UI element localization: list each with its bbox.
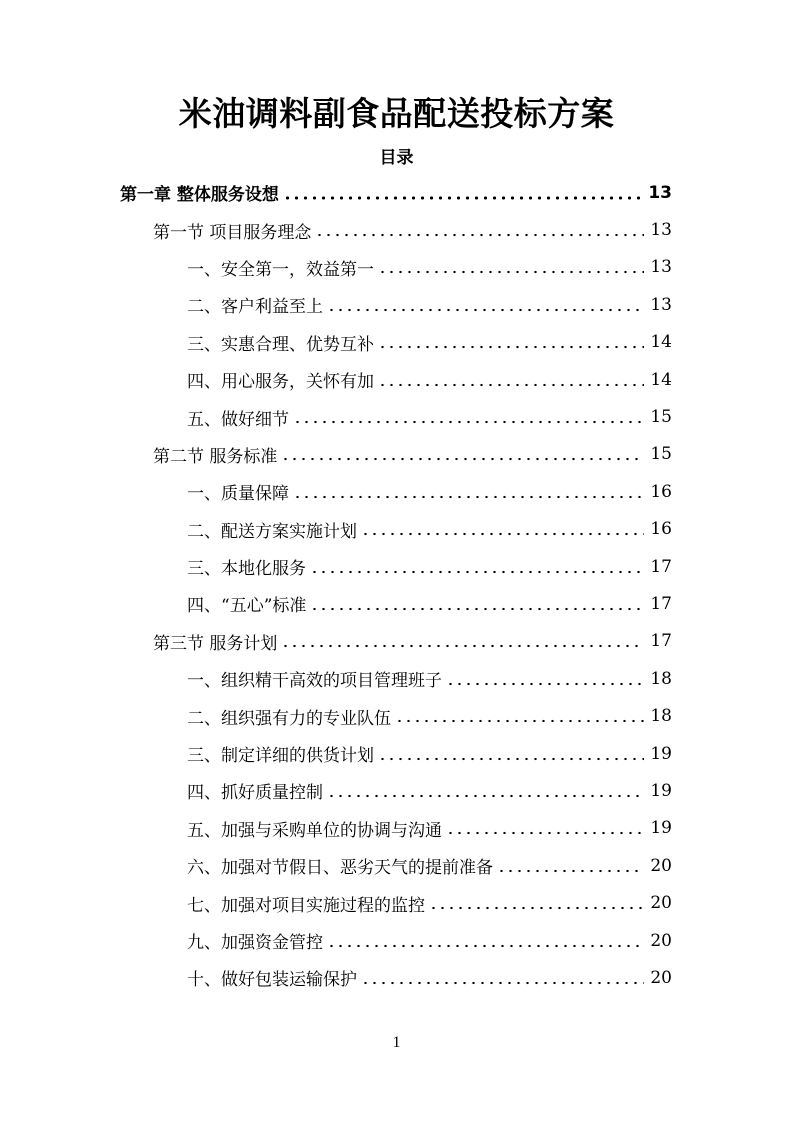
toc-entry-page: 15 [650,444,672,465]
toc-entry[interactable] [0,286,793,323]
dot-leader [283,196,642,200]
dot-leader [378,383,644,387]
dot-leader [327,794,644,798]
toc-entry-page: 18 [650,668,672,689]
toc-entry-page: 13 [650,257,672,278]
toc-entry[interactable] [0,884,793,921]
toc-entry-label: 第三节 服务计划 [153,633,278,654]
toc-entry-label: 一、组织精干高效的项目管理班子 [187,671,442,692]
dot-leader [497,869,644,873]
toc-entry-label: 十、做好包装运输保护 [187,970,357,991]
toc-heading: 目录 [379,148,414,168]
toc-entry[interactable] [0,548,793,585]
toc-entry-page: 13 [650,294,672,315]
toc-entry-label: 第一节 项目服务理念 [153,222,312,243]
toc-entry[interactable] [0,174,793,211]
toc-entry-label: 二、组织强有力的专业队伍 [187,708,391,729]
toc-entry-label: 五、加强与采购单位的协调与沟通 [187,820,442,841]
dot-leader [293,420,644,424]
dot-leader [378,345,644,349]
toc-entry-page: 20 [650,967,672,988]
toc-entry-page: 17 [650,631,672,652]
dot-leader [327,308,644,312]
toc-entry[interactable] [0,810,793,847]
dot-leader [310,570,644,574]
toc-entry-page: 20 [650,930,672,951]
dot-leader [429,906,644,910]
toc-entry-page: 17 [650,593,672,614]
toc-entry[interactable] [0,772,793,809]
toc-entry-page: 19 [650,780,672,801]
toc-entry-label: 四、用心服务，关怀有加 [187,372,374,393]
dot-leader [281,457,644,461]
toc-entry[interactable] [0,959,793,996]
toc-entry-label: 二、客户利益至上 [187,297,323,318]
dot-leader [361,981,644,985]
toc-entry-page: 18 [650,706,672,727]
toc-entry[interactable] [0,211,793,248]
dot-leader [327,944,644,948]
toc-entry[interactable] [0,398,793,435]
toc-entry[interactable] [0,922,793,959]
dot-leader [361,532,644,536]
toc-entry[interactable] [0,585,793,622]
toc-entry[interactable] [0,249,793,286]
toc-entry-label: 第二节 服务标准 [153,446,278,467]
toc-entry-page: 20 [650,855,672,876]
toc-entry-label: 一、安全第一，效益第一 [187,259,374,280]
toc-entry-page: 19 [650,743,672,764]
dot-leader [293,495,644,499]
dot-leader [378,270,644,274]
toc-entry-label: 三、实惠合理、优势互补 [187,334,374,355]
table-of-contents [0,174,793,997]
toc-entry[interactable] [0,361,793,398]
dot-leader [446,831,644,835]
toc-entry[interactable] [0,511,793,548]
toc-entry-page: 14 [650,332,672,353]
dot-leader [315,233,644,237]
toc-entry-label: 五、做好细节 [187,409,289,430]
toc-entry-page: 16 [650,519,672,540]
toc-entry-label: 第一章 整体服务设想 [120,185,279,206]
toc-entry-label: 三、本地化服务 [187,559,306,580]
dot-leader [310,607,644,611]
document-title: 米油调料副食品配送投标方案 [178,94,615,133]
toc-entry-label: 六、加强对节假日、恶劣天气的提前准备 [187,858,493,879]
toc-entry-page: 16 [650,481,672,502]
toc-entry-label: 三、制定详细的供货计划 [187,746,374,767]
dot-leader [378,757,644,761]
dot-leader [281,644,644,648]
dot-leader [446,682,644,686]
toc-entry[interactable] [0,735,793,772]
toc-entry-label: 九、加强资金管控 [187,933,323,953]
toc-entry[interactable] [0,436,793,473]
toc-entry[interactable] [0,473,793,510]
dot-leader [395,719,644,723]
toc-entry[interactable] [0,623,793,660]
toc-entry-label: 七、加强对项目实施过程的监控 [187,895,425,916]
toc-entry-page: 14 [650,369,672,390]
toc-entry-page: 13 [650,220,672,241]
toc-entry[interactable] [0,660,793,697]
toc-entry-label: 四、抓好质量控制 [187,783,323,804]
toc-entry[interactable] [0,324,793,361]
toc-entry-label: 二、配送方案实施计划 [187,521,357,542]
toc-entry-page: 20 [650,893,672,914]
toc-entry-page: 13 [648,182,672,203]
toc-entry[interactable] [0,847,793,884]
toc-entry-page: 15 [650,407,672,428]
toc-entry-label: 一、质量保障 [187,484,289,505]
toc-entry-page: 19 [650,818,672,839]
toc-entry-page: 17 [650,556,672,577]
page-number: 1 [392,1034,401,1051]
toc-entry[interactable] [0,697,793,734]
toc-entry-label: 四、“五心”标准 [187,596,307,617]
